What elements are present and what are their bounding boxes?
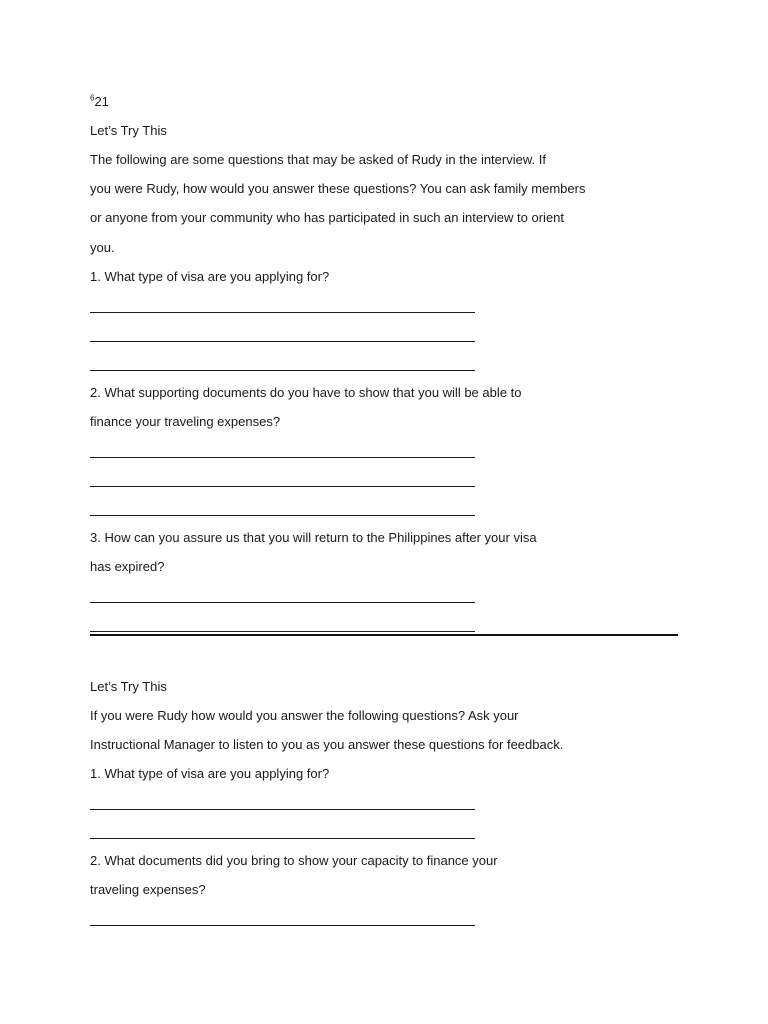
- answer-line[interactable]: [90, 370, 475, 371]
- answer-line[interactable]: [90, 486, 475, 487]
- page-number-superscript: 6: [90, 93, 95, 103]
- section1-question-3-line-1: 3. How can you assure us that you will return to the Philippines after your visa: [90, 530, 537, 545]
- answer-line[interactable]: [90, 838, 475, 839]
- answer-line[interactable]: [90, 925, 475, 926]
- answer-line[interactable]: [90, 631, 475, 632]
- section1-question-1: 1. What type of visa are you applying for?: [90, 269, 330, 284]
- section1-question-2-line-2: finance your traveling expenses?: [90, 414, 281, 429]
- section1-heading: Let’s Try This: [90, 123, 167, 138]
- section1-intro-line-4: you.: [90, 240, 115, 255]
- section2-question-2-line-1: 2. What documents did you bring to show your capacity to finance your: [90, 853, 498, 868]
- answer-line[interactable]: [90, 341, 475, 342]
- section2-intro-line-2: Instructional Manager to listen to you as you answer these questions for feedback.: [90, 737, 564, 752]
- section1-intro-line-1: The following are some questions that may be asked of Rudy in the interview. If: [90, 152, 546, 167]
- section2-intro-line-1: If you were Rudy how would you answer the following questions? Ask your: [90, 708, 519, 723]
- section-divider: [90, 634, 678, 636]
- page-number: [90, 94, 109, 110]
- section1-question-2-line-1: 2. What supporting documents do you have to show that you will be able to: [90, 385, 522, 400]
- section1-intro-line-2: you were Rudy, how would you answer these questions? You can ask family members: [90, 181, 586, 196]
- answer-line[interactable]: [90, 312, 475, 313]
- answer-line[interactable]: [90, 515, 475, 516]
- answer-line[interactable]: [90, 457, 475, 458]
- section2-heading: Let’s Try This: [90, 679, 167, 694]
- answer-line[interactable]: [90, 809, 475, 810]
- page-number-value: 21: [94, 94, 109, 109]
- section2-question-1: 1. What type of visa are you applying for?: [90, 766, 330, 781]
- section1-intro-line-3: or anyone from your community who has participated in such an interview to orient: [90, 210, 565, 225]
- answer-line[interactable]: [90, 602, 475, 603]
- section2-question-2-line-2: traveling expenses?: [90, 882, 206, 897]
- section1-question-3-line-2: has expired?: [90, 559, 165, 574]
